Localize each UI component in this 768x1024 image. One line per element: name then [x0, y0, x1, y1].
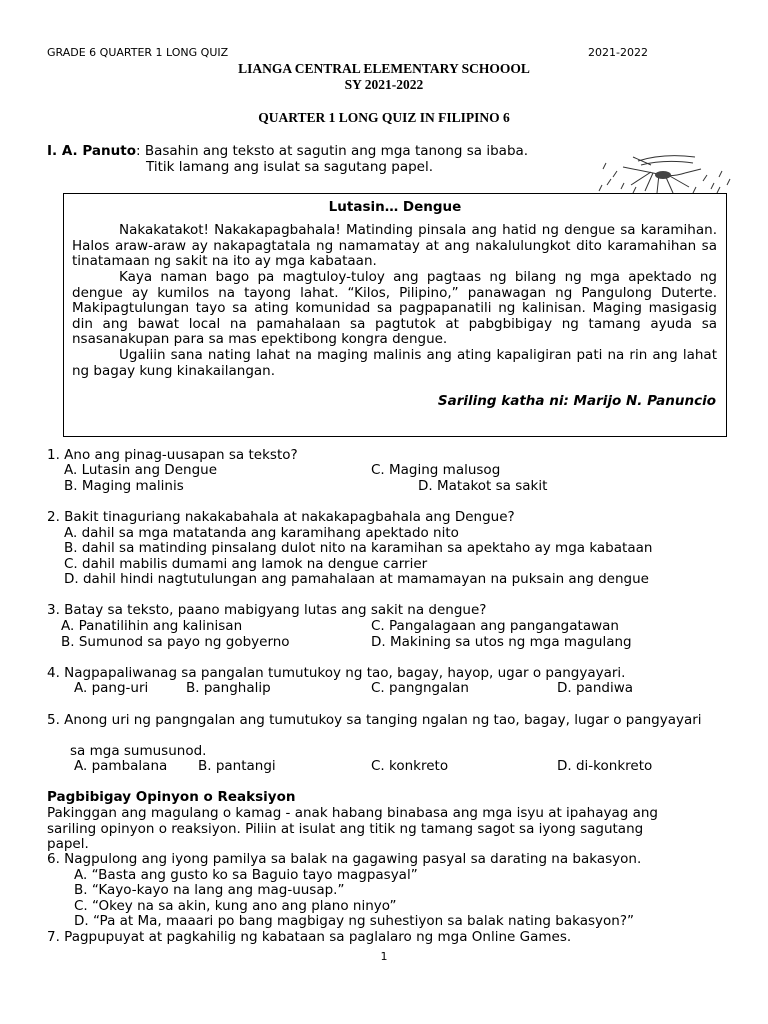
- q1-option-c: C. Maging malusog: [371, 462, 501, 478]
- school-name: LIANGA CENTRAL ELEMENTARY SCHOOOL: [238, 61, 530, 76]
- q4-option-c: C. pangngalan: [371, 680, 469, 696]
- q5-option-d: D. di-konkreto: [557, 758, 653, 774]
- passage-author: Sariling katha ni: Marijo N. Panuncio: [437, 393, 716, 409]
- header-left: GRADE 6 QUARTER 1 LONG QUIZ: [47, 46, 229, 59]
- q7-text: 7. Pagpupuyat at pagkahilig ng kabataan sa paglalaro ng mga Online Games.: [47, 929, 572, 945]
- q1-option-a: A. Lutasin ang Dengue: [64, 462, 217, 478]
- q3-option-d: D. Makining sa utos ng mga magulang: [371, 634, 632, 650]
- passage-box: [63, 193, 727, 437]
- mosquito-illustration: [593, 147, 733, 199]
- q5-option-a: A. pambalana: [74, 758, 168, 774]
- passage-title: Lutasin… Dengue: [328, 199, 462, 215]
- q3-option-c: C. Pangalagaan ang pangangatawan: [371, 618, 619, 634]
- q1-option-b: B. Maging malinis: [64, 478, 184, 494]
- q6-option-c: C. “Okey na sa akin, kung ano ang plano ninyo”: [74, 898, 397, 914]
- q6-option-d: D. “Pa at Ma, maaari po bang magbigay ng suhestiyon sa balak nating bakasyon?”: [74, 913, 634, 929]
- section2-title: Pagbibigay Opinyon o Reaksiyon: [47, 789, 296, 805]
- passage-paragraph-1: Nakakatakot! Nakakapagbahala! Matinding pinsala ang hatid ng dengue sa karamihan. Halos araw-araw ay nakapagtatala ng namamatay at ang nakalulungkot dito karamahihan sa tinatamaan ng sakit na ito ay mga kabataan.: [72, 222, 717, 270]
- section2-line2: sariling opinyon o reaksiyon. Piliin at isulat ang titik ng tamang sagot sa iyong sagutang: [47, 821, 644, 837]
- q5-option-c: C. konkreto: [371, 758, 449, 774]
- passage-paragraph-3: Ugaliin sana nating lahat na maging malinis ang ating kapaligiran pati na rin ang lahat ng bagay kung kinakailangan.: [72, 347, 717, 379]
- q4-option-b: B. panghalip: [186, 680, 271, 696]
- section2-line1: Pakinggan ang magulang o kamag - anak habang binabasa ang mga isyu at ipahayag ang: [47, 805, 659, 821]
- q1-option-d: D. Matakot sa sakit: [418, 478, 548, 494]
- page-number: 1: [380, 950, 388, 963]
- q5-option-b: B. pantangi: [198, 758, 276, 774]
- q5-text-cont: sa mga sumusunod.: [70, 743, 207, 759]
- q2-option-c: C. dahil mabilis dumami ang lamok na dengue carrier: [64, 556, 428, 572]
- q3-option-b: B. Sumunod sa payo ng gobyerno: [61, 634, 290, 650]
- q6-text: 6. Nagpulong ang iyong pamilya sa balak na gagawing pasyal sa darating na bakasyon.: [47, 851, 642, 867]
- q3-option-a: A. Panatilihin ang kalinisan: [61, 618, 243, 634]
- q2-option-b: B. dahil sa matinding pinsalang dulot nito na karamihan sa apektaho ay mga kabataan: [64, 540, 653, 556]
- header-right: 2021-2022: [588, 46, 648, 59]
- q4-text: 4. Nagpapaliwanag sa pangalan tumutukoy ng tao, bagay, hayop, ugar o pangyayari.: [47, 665, 626, 681]
- q6-option-a: A. “Basta ang gusto ko sa Baguio tayo magpasyal”: [74, 867, 418, 883]
- instructions-label: I. A. Panuto: [47, 143, 136, 159]
- section2-line3: papel.: [47, 836, 89, 852]
- q2-option-d: D. dahil hindi nagtutulungan ang pamahalaan at mamamayan na puksain ang dengue: [64, 571, 649, 587]
- q2-text: 2. Bakit tinaguriang nakakabahala at nakakapagbahala ang Dengue?: [47, 509, 515, 525]
- instructions-line1: [47, 144, 528, 160]
- school-year: SY 2021-2022: [344, 77, 424, 92]
- instructions-line2: Titik lamang ang isulat sa sagutang papel.: [146, 159, 434, 175]
- quiz-title: QUARTER 1 LONG QUIZ IN FILIPINO 6: [258, 110, 510, 125]
- passage-paragraph-2: Kaya naman bago pa magtuloy-tuloy ang pagtaas ng bilang ng mga apektado ng dengue ay kumilos na tayong lahat. “Kilos, Pilipino,” panawagan ng Pangulong Duterte. Makipagtulungan tayo sa ating komunidad sa pagpapanatili ng kalinisan. Maging masigasig din ang bawat local na pamahalaan sa pagtutok at pabgbibigay ng tamang ayuda sa nsasanakupan para sa mas epektibong kongra dengue.: [72, 269, 717, 348]
- q5-text: 5. Anong uri ng pangngalan ang tumutukoy sa tanging ngalan ng tao, bagay, lugar o pangyayari: [47, 712, 702, 728]
- q1-text: 1. Ano ang pinag-uusapan sa teksto?: [47, 447, 298, 463]
- q4-option-d: D. pandiwa: [557, 680, 634, 696]
- q6-option-b: B. “Kayo-kayo na lang ang mag-uusap.”: [74, 882, 345, 898]
- q4-option-a: A. pang-uri: [74, 680, 149, 696]
- q2-option-a: A. dahil sa mga matatanda ang karamihang apektado nito: [64, 525, 459, 541]
- q3-text: 3. Batay sa teksto, paano mabigyang lutas ang sakit na dengue?: [47, 602, 487, 618]
- instructions-text: : Basahin ang teksto at sagutin ang mga tanong sa ibaba.: [135, 143, 529, 159]
